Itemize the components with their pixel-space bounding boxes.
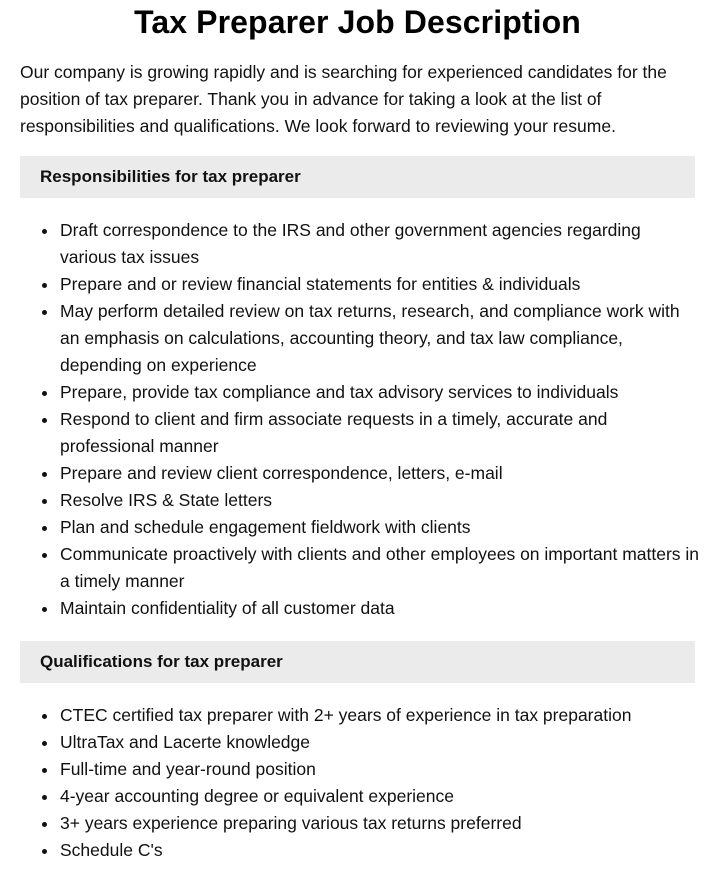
list-item [0, 460, 700, 487]
responsibilities-list [0, 217, 700, 622]
list-item-text: Draft correspondence to the IRS and other government agencies regarding various tax issues [60, 220, 641, 267]
bullet-icon [42, 310, 47, 315]
list-item [0, 541, 700, 595]
list-item [0, 729, 700, 756]
list-item-text: Communicate proactively with clients and other employees on important matters in a timely manner [60, 544, 700, 591]
bullet-icon [42, 714, 47, 719]
list-item-text: Prepare and review client correspondence, letters, e-mail [60, 463, 503, 483]
list-item [0, 783, 700, 810]
list-item [0, 702, 700, 729]
list-item-text: Prepare and or review financial statements for entities & individuals [60, 274, 581, 294]
bullet-icon [42, 553, 47, 558]
bullet-icon [42, 283, 47, 288]
bullet-icon [42, 229, 47, 234]
list-item-text: 4-year accounting degree or equivalent experience [60, 786, 455, 806]
list-item [0, 756, 700, 783]
intro-paragraph: Our company is growing rapidly and is searching for experienced candidates for the position of tax preparer. Thank you in advance for taking a look at the list of responsibilities and qualifications. We look forward to reviewing your resume. [20, 62, 667, 136]
responsibilities-heading: Responsibilities for tax preparer [20, 156, 695, 198]
list-item [0, 595, 700, 622]
list-item-text: Maintain confidentiality of all customer data [60, 598, 395, 618]
list-item [0, 298, 700, 379]
bullet-icon [42, 526, 47, 531]
list-item-text: Schedule C's [60, 840, 163, 860]
list-item [0, 487, 700, 514]
list-item [0, 379, 700, 406]
bullet-icon [42, 822, 47, 827]
list-item [0, 810, 700, 837]
list-item-text: Full-time and year-round position [60, 759, 316, 779]
list-item [0, 271, 700, 298]
list-item-text: UltraTax and Lacerte knowledge [60, 732, 311, 752]
list-item-text: Prepare, provide tax compliance and tax advisory services to individuals [60, 382, 619, 402]
bullet-icon [42, 472, 47, 477]
bullet-icon [42, 741, 47, 746]
list-item [0, 406, 700, 460]
bullet-icon [42, 607, 47, 612]
list-item [0, 837, 700, 864]
page-title: Tax Preparer Job Description [134, 4, 581, 40]
bullet-icon [42, 768, 47, 773]
list-item-text: Plan and schedule engagement fieldwork with clients [60, 517, 471, 537]
list-item [0, 514, 700, 541]
list-item-text: May perform detailed review on tax returns, research, and compliance work with an emphasis on calculations, accounting theory, and tax law compliance, depending on experience [60, 301, 680, 375]
bullet-icon [42, 391, 47, 396]
bullet-icon [42, 849, 47, 854]
list-item-text: Respond to client and firm associate requests in a timely, accurate and professional manner [60, 409, 608, 456]
qualifications-heading: Qualifications for tax preparer [20, 641, 695, 683]
qualifications-list [0, 702, 700, 864]
list-item [0, 217, 700, 271]
bullet-icon [42, 795, 47, 800]
list-item-text: 3+ years experience preparing various tax returns preferred [60, 813, 522, 833]
list-item-text: CTEC certified tax preparer with 2+ years of experience in tax preparation [60, 705, 632, 725]
bullet-icon [42, 499, 47, 504]
bullet-icon [42, 418, 47, 423]
list-item-text: Resolve IRS & State letters [60, 490, 273, 510]
